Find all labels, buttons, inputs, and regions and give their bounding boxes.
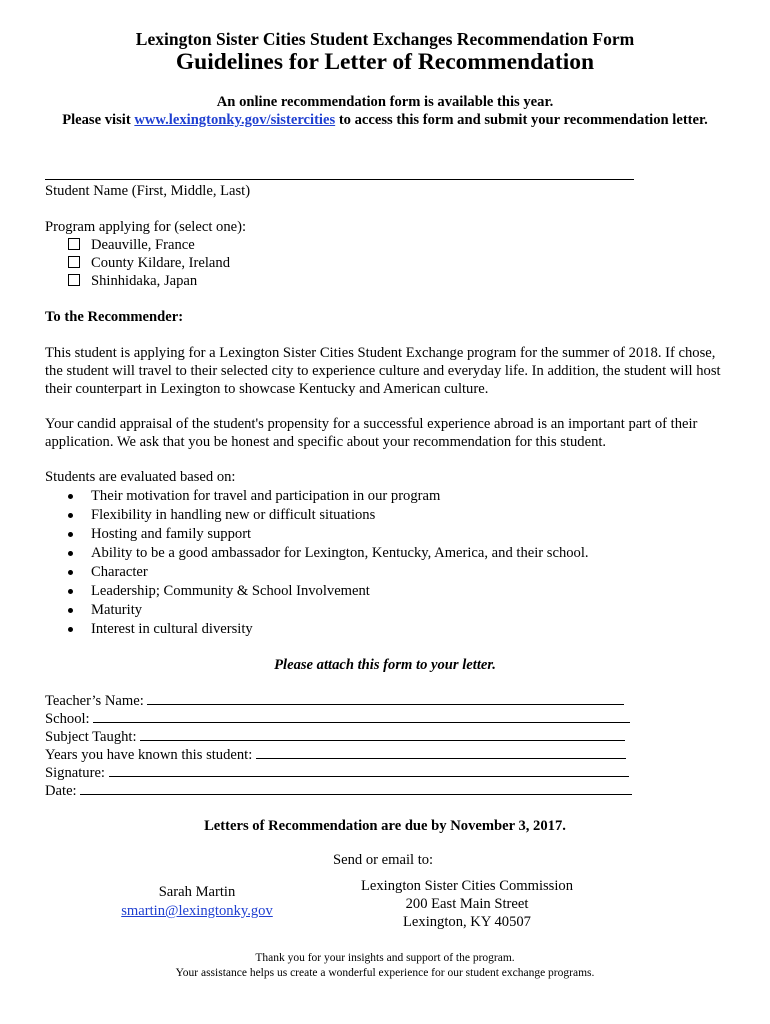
checkbox[interactable] <box>68 256 80 268</box>
footer-thanks: Thank you for your insights and support of the program. <box>255 952 515 964</box>
bullet-icon <box>68 494 73 499</box>
criteria-text: Their motivation for travel and participation in our program <box>91 488 441 504</box>
contact-name: Sarah Martin <box>158 884 236 900</box>
due-date-note: Letters of Recommendation are due by November 3, 2017. <box>204 818 566 834</box>
student-name-line[interactable] <box>45 179 634 180</box>
school-input[interactable] <box>93 709 630 723</box>
years-known-field[interactable] <box>45 745 626 764</box>
list-item <box>45 563 589 582</box>
field-label: School: <box>45 711 90 727</box>
bullet-icon <box>68 513 73 518</box>
list-item <box>45 506 589 525</box>
contact-email-link[interactable]: smartin@lexingtonky.gov <box>121 903 273 919</box>
bullet-icon <box>68 551 73 556</box>
criteria-intro: Students are evaluated based on: <box>45 469 236 485</box>
option-label: Deauville, France <box>91 237 195 253</box>
visit-suffix: to access this form and submit your recommendation letter. <box>338 112 708 128</box>
program-option-deauville[interactable] <box>68 237 195 254</box>
online-form-note: An online recommendation form is available this year. <box>216 94 554 110</box>
list-item <box>45 620 589 639</box>
recommender-heading: To the Recommender: <box>45 309 184 325</box>
years-known-input[interactable] <box>256 745 626 759</box>
criteria-text: Leadership; Community & School Involvement <box>91 583 370 599</box>
student-name-label: Student Name (First, Middle, Last) <box>45 183 251 199</box>
list-item <box>45 601 589 620</box>
org-title: Lexington Sister Cities Student Exchanges Recommendation Form <box>135 29 635 49</box>
subject-field[interactable] <box>45 727 625 746</box>
signature-input[interactable] <box>109 763 629 777</box>
attach-note: Please attach this form to your letter. <box>274 657 496 673</box>
field-label: Subject Taught: <box>45 729 137 745</box>
intro-paragraph: This student is applying for a Lexington Sister Cities Student Exchange program for the summer of 2018. If chose, the student will travel to their selected city to experience culture and everyday life. In addition, the student will host their counterpart in Lexington to showcase Kentucky and American culture. <box>45 345 721 397</box>
sister-cities-link[interactable]: www.lexingtonky.gov/sistercities <box>134 112 336 128</box>
criteria-text: Flexibility in handling new or difficult situations <box>91 507 376 523</box>
visit-line <box>0 112 770 129</box>
bullet-icon <box>68 608 73 613</box>
criteria-text: Character <box>91 564 148 580</box>
list-item <box>45 487 589 506</box>
signature-field[interactable] <box>45 763 629 782</box>
page-title: Guidelines for Letter of Recommendation <box>175 49 595 75</box>
field-label: Signature: <box>45 765 105 781</box>
teacher-name-input[interactable] <box>147 691 624 705</box>
option-label: Shinhidaka, Japan <box>91 273 198 289</box>
address-street: 200 East Main Street <box>405 896 529 912</box>
date-input[interactable] <box>80 781 632 795</box>
footer-assistance: Your assistance helps us create a wonderful experience for our student exchange programs. <box>175 967 595 979</box>
visit-prefix: Please visit <box>62 112 131 128</box>
appraisal-paragraph: Your candid appraisal of the student's propensity for a successful experience abroad is an important part of their application. We ask that you be honest and specific about your recommendation for this student. <box>45 416 698 450</box>
criteria-text: Ability to be a good ambassador for Lexington, Kentucky, America, and their school. <box>91 545 589 561</box>
list-item <box>45 582 589 601</box>
criteria-text: Interest in cultural diversity <box>91 621 253 637</box>
program-option-kildare[interactable] <box>68 255 230 272</box>
criteria-text: Maturity <box>91 602 143 618</box>
bullet-icon <box>68 570 73 575</box>
program-option-shinhidaka[interactable] <box>68 273 197 290</box>
send-label: Send or email to: <box>333 852 434 868</box>
field-label: Date: <box>45 783 77 799</box>
list-item <box>45 544 589 563</box>
date-field[interactable] <box>45 781 632 800</box>
field-label: Years you have known this student: <box>45 747 253 763</box>
address-org: Lexington Sister Cities Commission <box>360 878 574 894</box>
field-label: Teacher’s Name: <box>45 693 144 709</box>
subject-input[interactable] <box>140 727 625 741</box>
option-label: County Kildare, Ireland <box>91 255 231 271</box>
criteria-text: Hosting and family support <box>91 526 252 542</box>
school-field[interactable] <box>45 709 630 728</box>
bullet-icon <box>68 627 73 632</box>
program-label: Program applying for (select one): <box>45 219 247 235</box>
bullet-icon <box>68 589 73 594</box>
list-item <box>45 525 589 544</box>
address-city: Lexington, KY 40507 <box>403 914 531 930</box>
checkbox[interactable] <box>68 238 80 250</box>
criteria-list <box>45 487 589 639</box>
bullet-icon <box>68 532 73 537</box>
teacher-name-field[interactable] <box>45 691 624 710</box>
checkbox[interactable] <box>68 274 80 286</box>
